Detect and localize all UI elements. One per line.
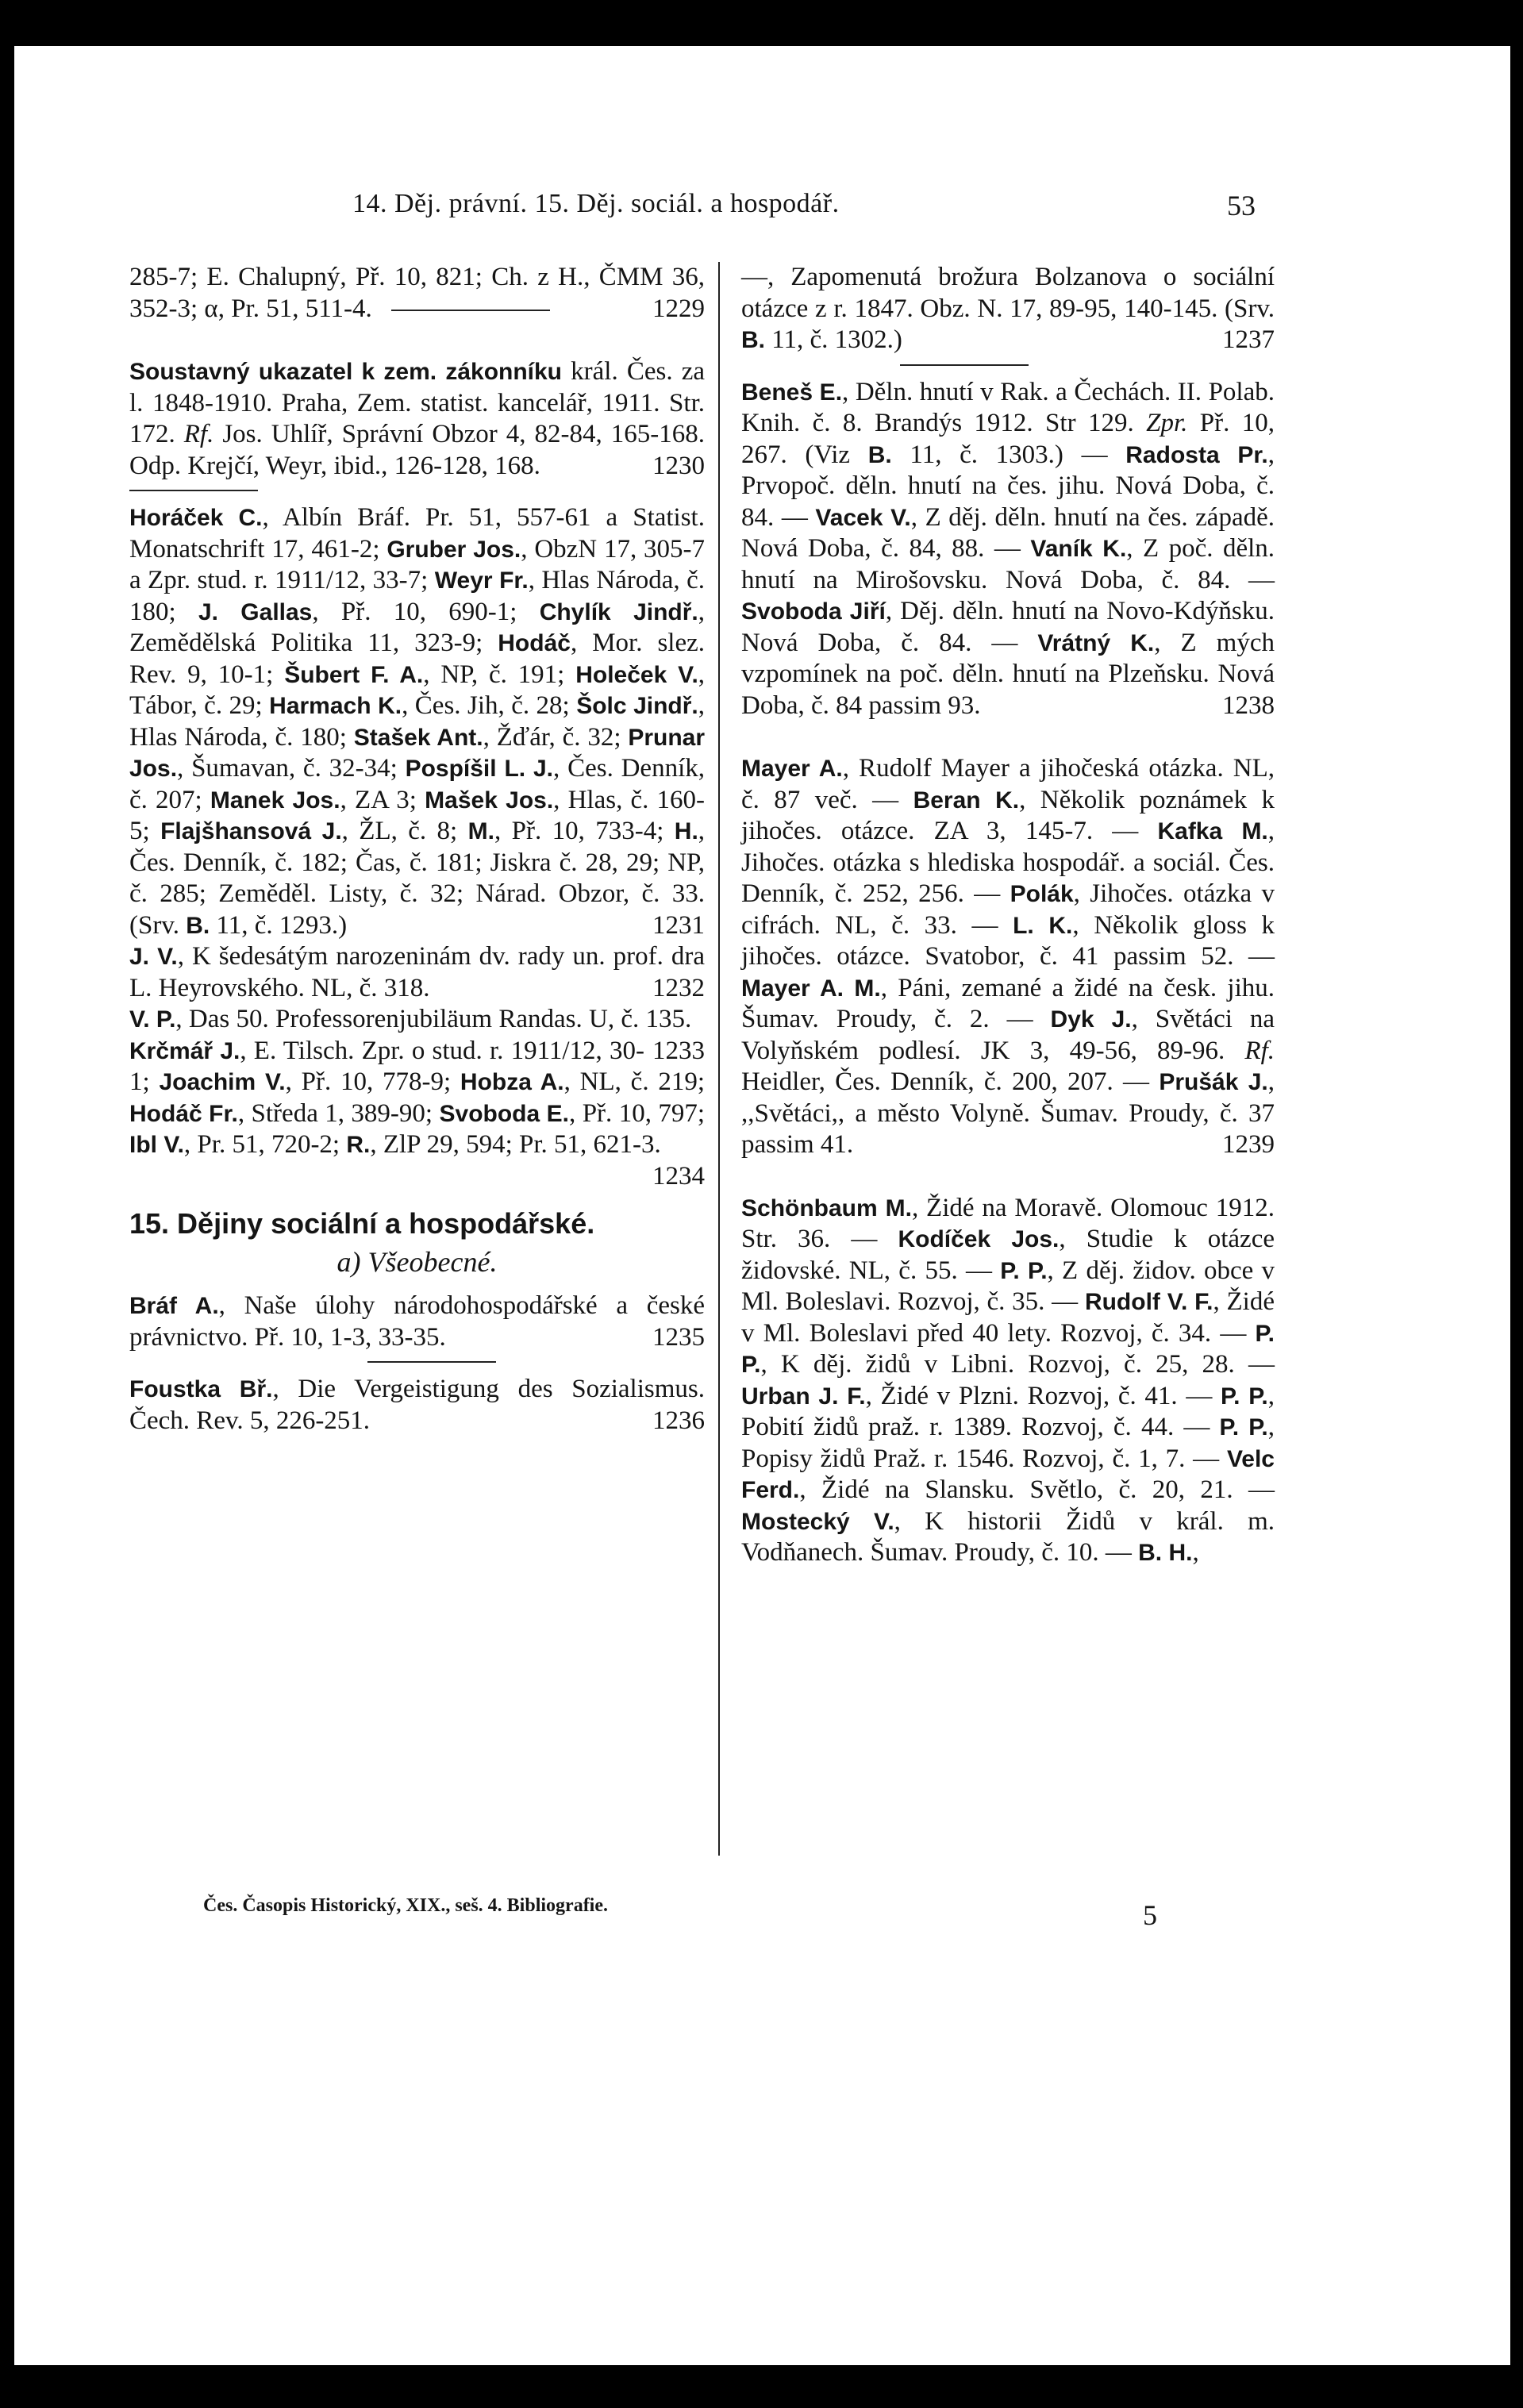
entry-1229: 285-7; E. Chalupný, Př. 10, 821; Ch. z H., ČMM 36, 352-3; α, Pr. 51, 511-4. 1229 (129, 262, 705, 325)
entry-number: 1233 (652, 1036, 705, 1065)
entry-1237: —, Zapomenutá brožura Bolzanova o sociální otázce z r. 1847. Obz. N. 17, 89-95, 140-145. (Srv. B. 11, č. 1302.) 1237 (741, 262, 1275, 356)
entry-number: 1232 (652, 973, 705, 1002)
signature-mark: 5 (1143, 1899, 1157, 1931)
entry-number: 1230 (652, 451, 705, 480)
scan-border-right (1510, 0, 1523, 2408)
entry-number: 1234 (652, 1161, 705, 1191)
separator-rule (129, 490, 258, 491)
entry-1238: Beneš E., Děln. hnutí v Rak. a Čechách. II. Polab. Knih. č. 8. Brandýs 1912. Str 129. Zpr. Př. 10, 267. (Viz B. 11, č. 1303.) — Radosta Pr., Prvopoč. děln. hnutí na čes. jihu. Nová Doba, č. 84. — Vacek V., Z děj. děln. hnutí na čes. západě. Nová Doba, č. 84, 88. — Vaník K., Z poč. děln. hnutí na Mirošovsku. Nová Doba, č. 84. — Svoboda Jiří, Děj. děln. hnutí na Novo-Kdýňsku. Nová Doba, č. 84. — Vrátný K., Z mých vzpomínek na poč. děln. hnutí na Plzeňsku. Nová Doba, č. 84 passim 93. 1238 (741, 377, 1275, 722)
running-head: 14. Děj. právní. 15. Děj. sociál. a hospodář. (352, 189, 840, 218)
left-column (129, 262, 705, 1437)
entry-1235: Bráf A., Naše úlohy národohospodářské a české právnictvo. Př. 10, 1-3, 33-35. 1235 (129, 1291, 705, 1353)
entry-number: 1236 (652, 1406, 705, 1435)
column-divider (718, 262, 720, 1856)
inline-rule (391, 310, 550, 311)
separator-rule (900, 364, 1029, 366)
entry-number: 1231 (652, 910, 705, 940)
entry-number: 1237 (1222, 325, 1275, 354)
entry-1236: Foustka Bř., Die Vergeistigung des Sozialismus. Čech. Rev. 5, 226-251. 1236 (129, 1374, 705, 1437)
section-heading: 15. Dějiny sociální a hospodářské. (129, 1206, 595, 1240)
entry-1240: Schönbaum M., Židé na Moravě. Olomouc 1912. Str. 36. — Kodíček Jos., Studie k otázce židovské. NL, č. 55. — P. P., Z děj. židov. obce v Ml. Boleslavi. Rozvoj, č. 35. — Rudolf V. F., Židé v Ml. Boleslavi před 40 lety. Rozvoj, č. 34. — P. P., K děj. židů v Libni. Rozvoj, č. 25, 28. — Urban J. F., Židé v Plzni. Rozvoj, č. 41. — P. P., Pobití židů praž. r. 1389. Rozvoj, č. 44. — P. P., Popisy židů Praž. r. 1546. Rozvoj, č. 1, 7. — Velc Ferd., Židé na Slansku. Světlo, č. 20, 21. — Mostecký V., K historii Židů v král. m. Vodňanech. Šumav. Proudy, č. 10. — B. H., (741, 1193, 1275, 1567)
footer-journal: Čes. Časopis Historický, XIX., seš. 4. Bibliografie. (203, 1895, 608, 1916)
entry-number: 1238 (1222, 690, 1275, 720)
subsection-heading: a) Všeobecné. (337, 1245, 498, 1278)
separator-rule (367, 1361, 496, 1363)
scan-border-bottom (0, 2365, 1523, 2408)
scan-border-left (0, 0, 14, 2408)
page-number: 53 (1227, 190, 1256, 221)
entry-1231: Horáček C., Albín Bráf. Pr. 51, 557-61 a Statist. Monatschrift 17, 461-2; Gruber Jos., ObzN 17, 305-7 a Zpr. stud. r. 1911/12, 33-7; Weyr Fr., Hlas Národa, č. 180; J. Gallas, Př. 10, 690-1; Chylík Jindř., Zemědělská Politika 11, 323-9; Hodáč, Mor. slez. Rev. 9, 10-1; Šubert F. A., NP, č. 191; Holeček V., Tábor, č. 29; Harmach K., Čes. Jih, č. 28; Šolc Jindř., Hlas Národa, č. 180; Stašek Ant., Žďár, č. 32; Prunar Jos., Šumavan, č. 32-34; Pospíšil L. J., Čes. Denník, č. 207; Manek Jos., ZA 3; Mašek Jos., Hlas, č. 160-5; Flajšhansová J., ŽL, č. 8; M., Př. 10, 733-4; H., Čes. Denník, č. 182; Čas, č. 181; Jiskra č. 28, 29; NP, č. 285; Zeměděl. Listy, č. 32; Nárad. Obzor, č. 33. (Srv. B. 11, č. 1293.) 1231 (129, 502, 705, 941)
entry-1232: J. V., K šedesátým narozeninám dv. rady un. prof. dra L. Heyrovského. NL, č. 318. 1232 (129, 941, 705, 1004)
entry-number: 1239 (1222, 1130, 1275, 1159)
entry-1233: V. P., Das 50. Professorenjubiläum Randas. U, č. 135. 1233 (129, 1004, 705, 1036)
entry-title: Soustavný ukazatel k zem. zákonníku (129, 359, 563, 385)
entry-1239: Mayer A., Rudolf Mayer a jihočeská otázka. NL, č. 87 več. — Beran K., Několik poznámek k jihočes. otázce. ZA 3, 145-7. — Kafka M., Jihočes. otázka s hlediska hospodář. a sociál. Čes. Denník, č. 252, 256. — Polák, Jihočes. otázka v cifrách. NL, č. 33. — L. K., Několik gloss k jihočes. otázce. Svatobor, č. 41 passim 52. — Mayer A. M., Páni, zemané a židé na česk. jihu. Šumav. Proudy, č. 2. — Dyk J., Světáci na Volyňském podlesí. JK 3, 49-56, 89-96. Rf. Heidler, Čes. Denník, č. 200, 207. — Prušák J., ,,Světáci,, a město Volyně. Šumav. Proudy, č. 37 passim 41. 1239 (741, 753, 1275, 1161)
entry-1230: Soustavný ukazatel k zem. zákonníku král. Čes. za l. 1848-1910. Praha, Zem. statist. kancelář, 1911. Str. 172. Rf. Jos. Uhlíř, Správní Obzor 4, 82-84, 165-168. Odp. Krejčí, Weyr, ibid., 126-128, 168. 1230 (129, 356, 705, 482)
scan-border-top (0, 0, 1523, 46)
right-column (741, 262, 1275, 1569)
entry-number: 1235 (652, 1322, 705, 1352)
entry-1234: Krčmář J., E. Tilsch. Zpr. o stud. r. 1911/12, 30-1; Joachim V., Př. 10, 778-9; Hobza A., NL, č. 219; Hodáč Fr., Středa 1, 389-90; Svoboda E., Př. 10, 797; Ibl V., Pr. 51, 720-2; R., ZlP 29, 594; Pr. 51, 621-3. 1234 (129, 1036, 705, 1161)
entry-number: 1229 (652, 294, 705, 323)
